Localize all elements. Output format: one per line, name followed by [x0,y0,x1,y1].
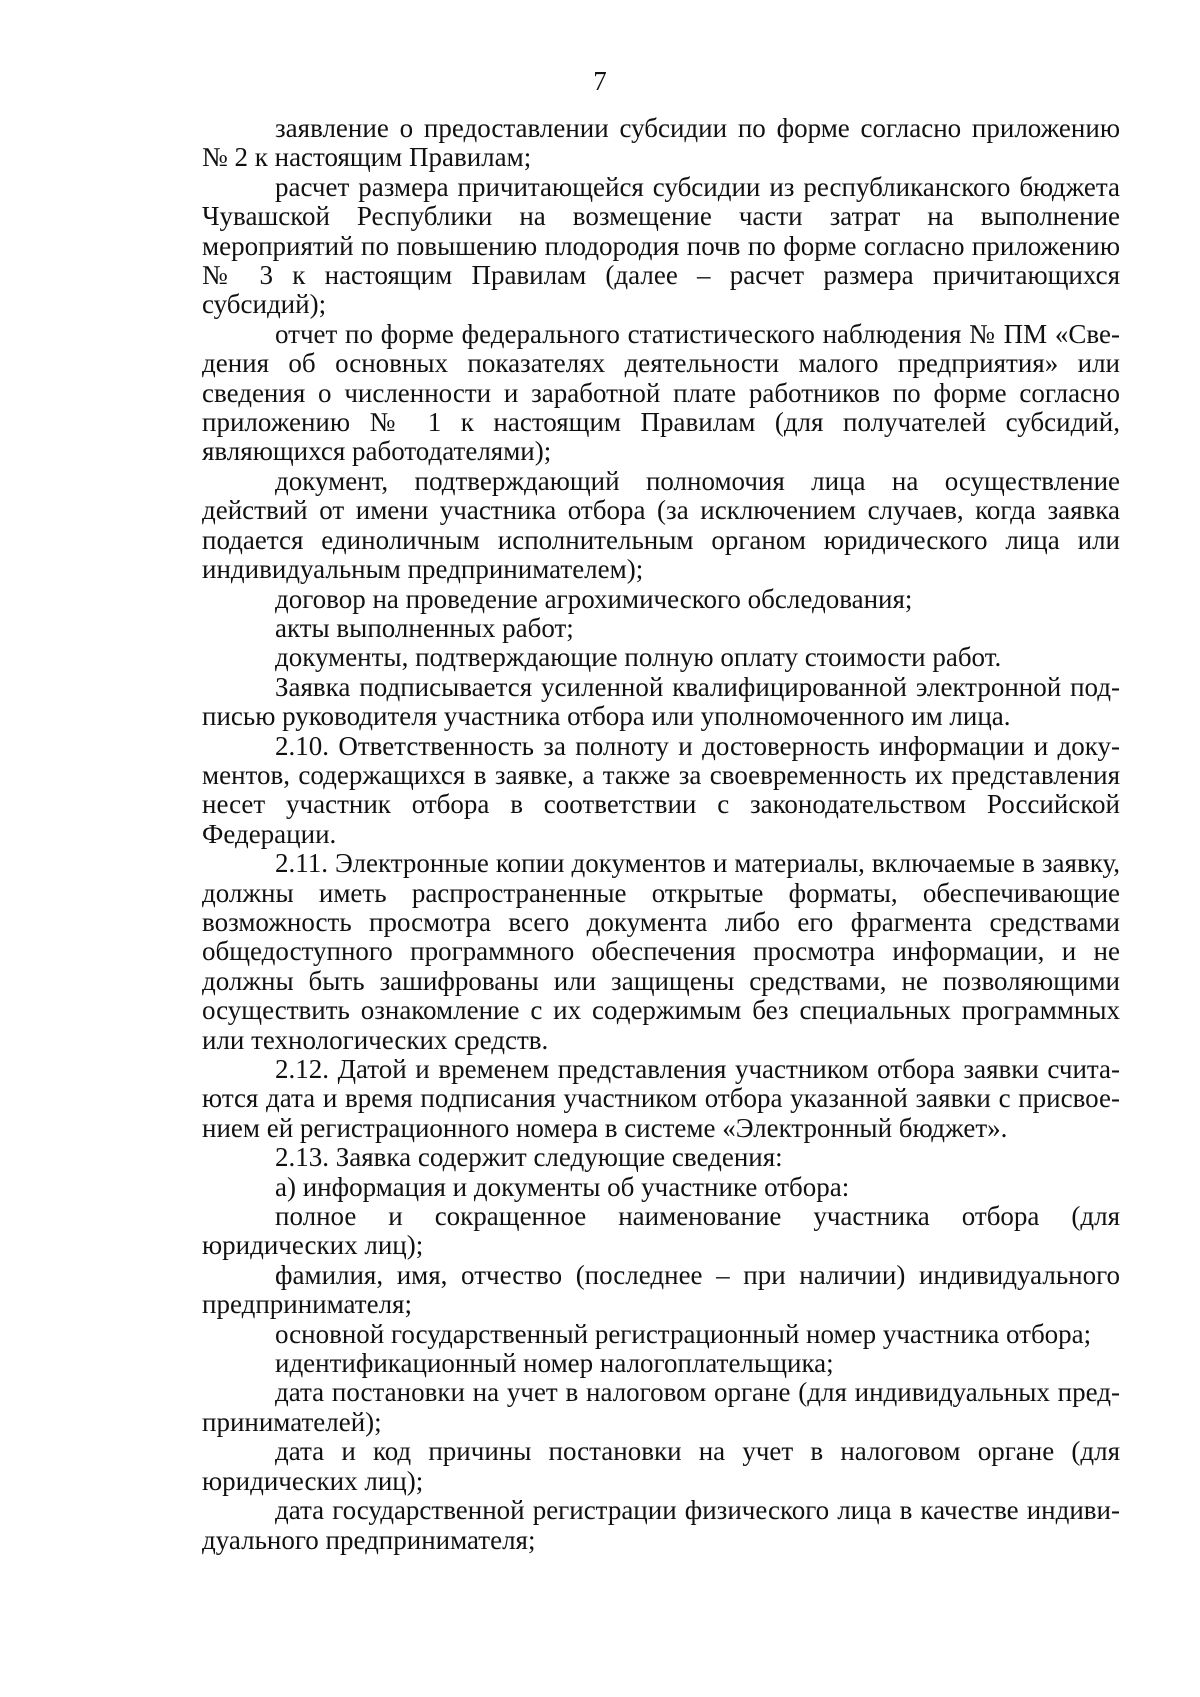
paragraph-item-a: а) информация и документы об участнике отбора: [275,1171,850,1202]
page-number: 7 [593,66,607,96]
paragraph-inn: идентификационный номер налогоплательщика; [275,1348,834,1379]
document-body [202,114,1120,1555]
paragraph-entrepreneur-name: фамилия, имя, отчество (последнее – при наличии) индивидуального предпринимателя; [202,1259,1120,1320]
paragraph-signature-requirement: Заявка подписывается усиленной квалифицированной электронной подписью руководителя участника отбора или уполномоченного им лица. [202,671,1120,732]
paragraph-authority-document: документ, подтверждающий полномочия лица на осуществление действий от имени участника отбора (за исключением случаев, когда заявка подается единоличным исполнительным органом юридического лица или индивидуальным предпринимателем); [202,465,1120,585]
paragraph-payment-documents: документы, подтверждающие полную оплату стоимости работ. [275,642,1002,673]
paragraph-2-10: 2.10. Ответственность за полноту и достоверность информации и документов, содержащихся в заявке, а также за своевременность их представления несет участник отбора в соответствии с законодательством Российской Федерации. [202,730,1120,849]
paragraph-tax-registration-date: дата постановки на учет в налоговом органе (для индивидуальных предпринимателей); [202,1377,1120,1437]
paragraph-2-11: 2.11. Электронные копии документов и материалы, включаемые в заявку, должны иметь распространенные открытые форматы, обеспечивающие возможность просмотра всего документа либо его фрагмента средствами общедоступного программного обеспечения просмотра информации, и не должны быть зашифрованы или защищены средствами, не позволяющими осуществить ознакомление с их содержимым без специальных программных или технологических средств. [202,848,1120,1055]
paragraph-full-name: полное и сокращенное наименование участника отбора (для юридических лиц); [202,1201,1120,1261]
paragraph-state-registration-date: дата государственной регистрации физического лица в качестве индивидуального предпринимателя; [202,1495,1120,1555]
paragraph-2-13: 2.13. Заявка содержит следующие сведения: [275,1142,783,1173]
paragraph-statistical-report: отчет по форме федерального статистического наблюдения № ПМ «Сведения об основных показателях деятельности малого предприятия» или сведения о численности и заработной плате работников по форме согласно приложению № 1 к настоящим Правилам (для получателей субсидий, являющихся работодателями); [202,318,1120,467]
paragraph-work-acts: акты выполненных работ; [275,612,574,643]
paragraph-kpp: дата и код причины постановки на учет в налоговом органе (для юридических лиц); [202,1436,1120,1496]
paragraph-application-form: заявление о предоставлении субсидии по форме согласно приложению № 2 к настоящим Правилам; [202,113,1120,173]
paragraph-2-12: 2.12. Датой и временем представления участником отбора заявки считаются дата и время подписания участником отбора указанной заявки с присвоением ей регистрационного номера в системе «Электронный бюджет». [202,1054,1120,1143]
paragraph-subsidy-calculation: расчет размера причитающейся субсидии из республиканского бюджета Чувашской Республики на возмещение части затрат на выполнение мероприятий по повышению плодородия почв по форме согласно приложению № 3 к настоящим Правилам (далее – расчет размера причитающихся субсидий); [202,171,1120,320]
paragraph-ogrn: основной государственный регистрационный номер участника отбора; [275,1318,1092,1349]
paragraph-agrochemical-contract: договор на проведение агрохимического обследования; [275,583,913,614]
